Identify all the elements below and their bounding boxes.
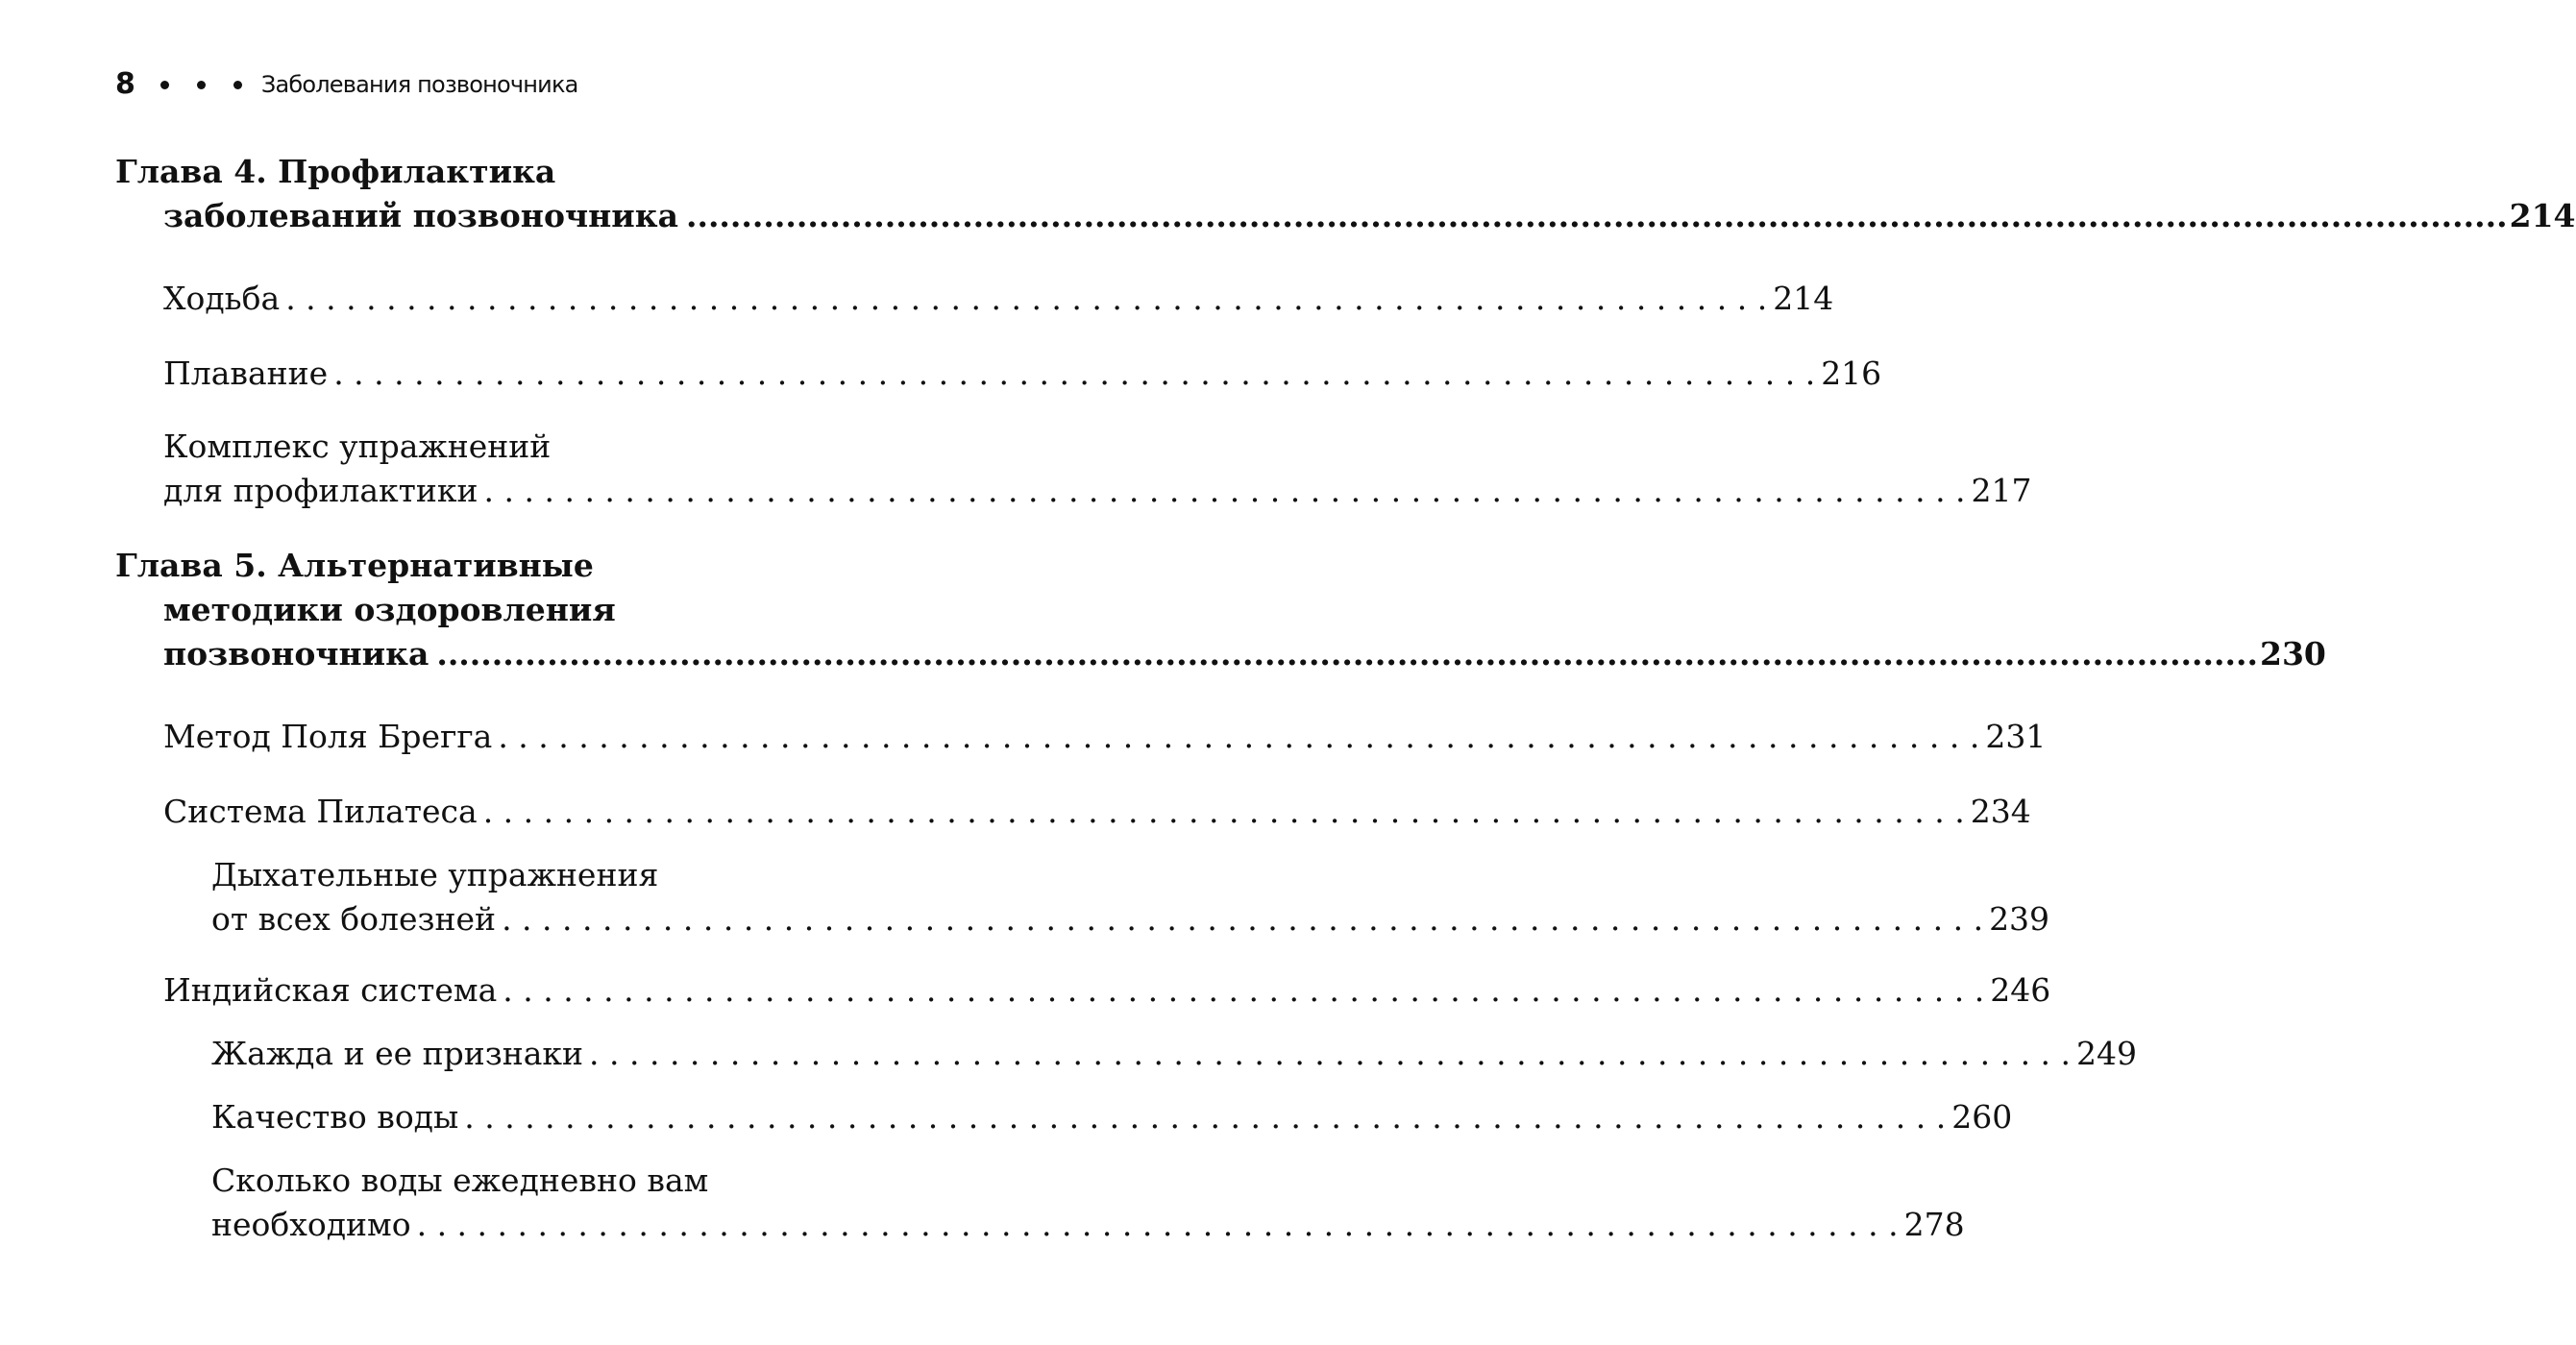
toc-item-label: Дыхательные упражнения — [211, 856, 659, 893]
toc-chapter-4[interactable] — [115, 150, 2576, 238]
toc-item-label: Сколько воды ежедневно вам — [211, 1162, 709, 1199]
dot-leader: . . . . . . . . . . . . . . . . . . . . . . . . . . . . . . . . . . . . . . . . . . . . . . . . . . . . . . . . . . . . . . . . . . . . . . . . . . — [483, 472, 1966, 509]
toc-item-thirst[interactable] — [115, 1032, 2138, 1076]
toc-item-label: Плавание — [163, 355, 329, 392]
toc-page-number: 246 — [1990, 971, 2051, 1009]
toc-item-water-amount[interactable] — [115, 1159, 1965, 1247]
toc-chapter-title: Глава 4. Профилактика — [115, 153, 556, 190]
dot-separator — [160, 81, 242, 89]
dot-leader: ..................................................................................................................................................................... — [685, 197, 2508, 234]
dot-leader: . . . . . . . . . . . . . . . . . . . . . . . . . . . . . . . . . . . . . . . . . . . . . . . . . . . . . . . . . . . . . . . . . . . . . . . . . . — [589, 1035, 2072, 1072]
toc-item-pilates[interactable] — [115, 790, 2031, 834]
dot-leader: . . . . . . . . . . . . . . . . . . . . . . . . . . . . . . . . . . . . . . . . . . . . . . . . . . . . . . . . . . . . . . . . . . . . . . . . . . — [482, 793, 1965, 830]
toc-item-label: необходимо — [211, 1206, 411, 1243]
toc-chapter-title: позвоночника — [163, 635, 429, 672]
toc-item-indian[interactable] — [115, 968, 2051, 1013]
toc-page-number: 231 — [1985, 718, 2047, 755]
toc-page-number: 234 — [1970, 793, 2031, 830]
toc-page-number: 249 — [2076, 1035, 2138, 1072]
toc-item-walking[interactable] — [115, 277, 1834, 321]
running-header — [115, 63, 578, 106]
toc-item-label: Система Пилатеса — [163, 793, 478, 830]
toc-item-label: Качество воды — [211, 1098, 459, 1136]
toc-page-number: 217 — [1971, 472, 2032, 509]
toc-item-bragg[interactable] — [115, 715, 2047, 759]
dot-leader: . . . . . . . . . . . . . . . . . . . . . . . . . . . . . . . . . . . . . . . . . . . . . . . . . . . . . . . . . . . . . . . . . . . . . . . . . . — [502, 900, 1984, 938]
dot-leader: . . . . . . . . . . . . . . . . . . . . . . . . . . . . . . . . . . . . . . . . . . . . . . . . . . . . . . . . . . . . . . . . . . . . . . . . . . — [285, 280, 1768, 317]
toc-chapter-title: Глава 5. Альтернативные — [115, 547, 594, 584]
page-number: 8 — [115, 67, 135, 101]
toc-page-number: 214 — [1773, 280, 1834, 317]
toc-page-number: 260 — [1951, 1098, 2013, 1136]
toc-item-breathing[interactable] — [115, 853, 2050, 942]
dot-leader: ..................................................................................................................................................................... — [436, 635, 2258, 672]
toc-item-label: от всех болезней — [211, 900, 497, 938]
toc-item-label: Жажда и ее признаки — [211, 1035, 584, 1072]
dot-leader: . . . . . . . . . . . . . . . . . . . . . . . . . . . . . . . . . . . . . . . . . . . . . . . . . . . . . . . . . . . . . . . . . . . . . . . . . . — [503, 971, 1985, 1009]
toc-page-number: 230 — [2259, 635, 2326, 672]
toc-page-number: 214 — [2509, 197, 2576, 234]
dot-leader: . . . . . . . . . . . . . . . . . . . . . . . . . . . . . . . . . . . . . . . . . . . . . . . . . . . . . . . . . . . . . . . . . . . . . . . . . . — [416, 1206, 1899, 1243]
toc-item-label: Индийская система — [163, 971, 498, 1009]
toc-chapter-title: методики оздоровления — [163, 591, 616, 628]
dot-leader: . . . . . . . . . . . . . . . . . . . . . . . . . . . . . . . . . . . . . . . . . . . . . . . . . . . . . . . . . . . . . . . . . . . . . . . . . . — [464, 1098, 1947, 1136]
toc-item-water-quality[interactable] — [115, 1095, 2013, 1139]
toc-item-swimming[interactable] — [115, 352, 1882, 396]
toc-item-label: для профилактики — [163, 472, 478, 509]
toc-page-number: 216 — [1821, 355, 1882, 392]
dot-leader: . . . . . . . . . . . . . . . . . . . . . . . . . . . . . . . . . . . . . . . . . . . . . . . . . . . . . . . . . . . . . . . . . . . . . . . . . . — [333, 355, 1816, 392]
toc-page-number: 239 — [1989, 900, 2050, 938]
table-of-contents — [115, 144, 2576, 1247]
toc-chapter-title: заболеваний позвоночника — [163, 197, 678, 234]
toc-chapter-5[interactable] — [115, 544, 2326, 676]
toc-item-label: Метод Поля Брегга — [163, 718, 493, 755]
dot-leader: . . . . . . . . . . . . . . . . . . . . . . . . . . . . . . . . . . . . . . . . . . . . . . . . . . . . . . . . . . . . . . . . . . . . . . . . . . — [498, 718, 1980, 755]
running-title: Заболевания позвоночника — [260, 71, 578, 98]
toc-item-label: Комплекс упражнений — [163, 428, 552, 465]
toc-item-exercises[interactable] — [115, 425, 2032, 513]
toc-item-label: Ходьба — [163, 280, 281, 317]
toc-page-number: 278 — [1903, 1206, 1965, 1243]
